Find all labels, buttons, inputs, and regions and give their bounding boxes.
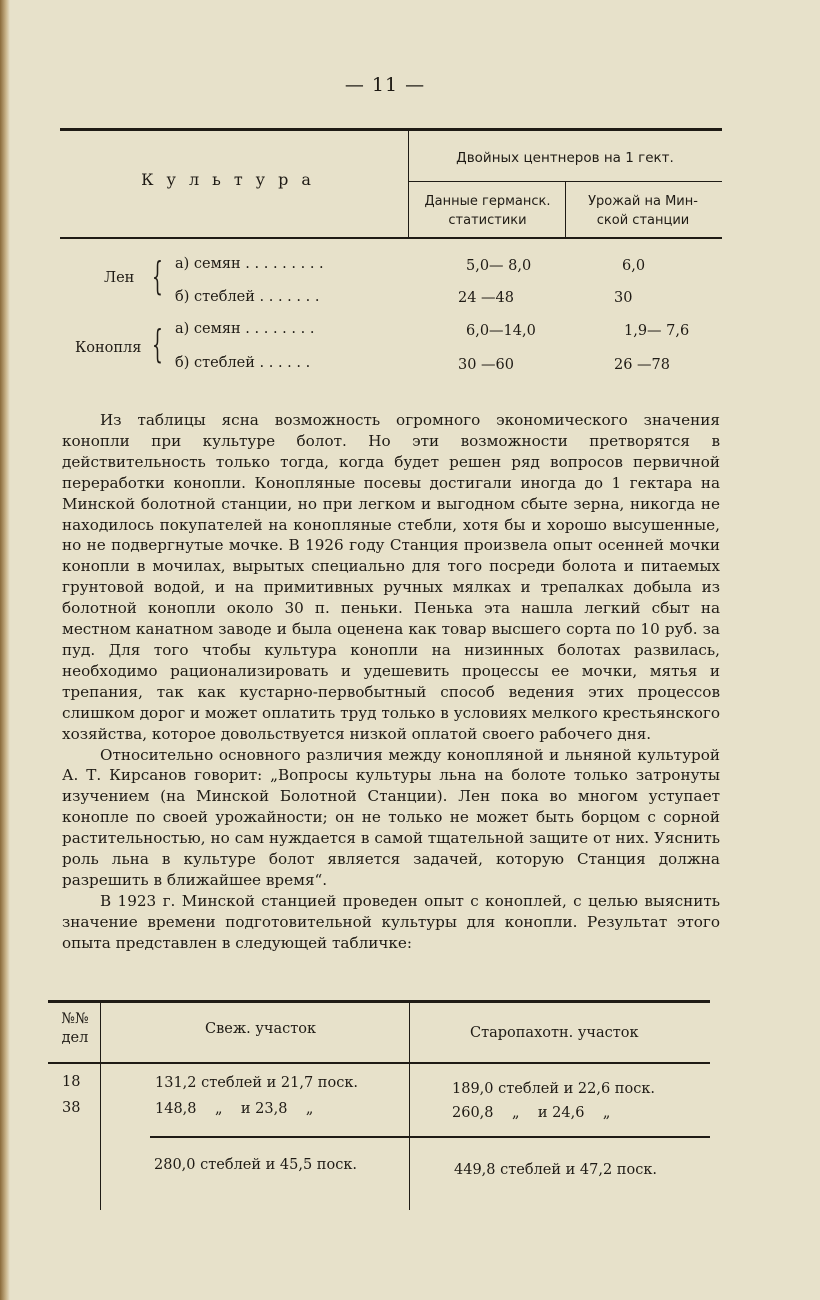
old-plot-total: 449,8 стеблей и 47,2 поск. bbox=[454, 1162, 657, 1178]
paragraph: Из таблицы ясна возможность огромного экономического значения конопли при культуре болот. Но эти возможности претворятся в действительность только тогда, когда будет решен ряд вопросов первичной переработки конопли. Конопляные посевы достигали иногда до 1 гектара на Минской болотной станции, но при легком и выгодном сбыте зерна, никогда не находилось покупателей на конопляные стебли, хотя бы и хорошо высушенные, но не подвергнутые мочке. В 1926 году Станция произвела опыт осенней мочки конопли в мочилах, вырытых специально для того посреди болота и питаемых грунтовой водой, и на примитивных ручных мялках и трепалках добыла из болотной конопли около 30 п. пеньки. Пенька эта нашла легкий сбыт на местном канатном заводе и была оценена как товар высшего сорта по 10 руб. за пуд. Для того чтобы культура конопли на низинных болотах развилась, необходимо рационализировать и удешевить процессы ее мочки, мятья и трепания, так как кустарно-первобытный способ ведения этих процессов слишком дорог и может оплатить труд только в условиях мелкого крестьянского хозяйства, которое довольствуется низкой оплатой своего рабочего дня. bbox=[62, 411, 720, 743]
table1-header-rule bbox=[60, 237, 722, 239]
crop-name-flax: Лен bbox=[104, 270, 135, 286]
paragraph: Относительно основного различия между конопляной и льняной культурой А. Т. Кирсанов говорит: „Вопросы культуры льна на болоте только затронуты изучением (на Минской Болотной Станции). Лен пока во многом уступает конопле по своей урожайности; он не только не может быть борцом с сорной растительностью, но сам нуждается в самой тщательной защите от них. Уяснить роль льна в культуре болот является задачей, которую Станция должна разрешить в ближайшее время“. bbox=[62, 745, 720, 889]
table2-total-rule bbox=[150, 1136, 710, 1138]
german-stats-header: Данные германск. статистики bbox=[424, 194, 551, 228]
minsk-value: 26 —78 bbox=[614, 357, 671, 373]
body-text bbox=[62, 410, 720, 954]
minsk-value: 1,9— 7,6 bbox=[624, 323, 690, 339]
minsk-value: 6,0 bbox=[622, 258, 646, 274]
german-value: 6,0—14,0 bbox=[466, 323, 536, 339]
book-spine-shadow bbox=[0, 0, 10, 1300]
dela-number-header: №№ дел bbox=[61, 1011, 89, 1046]
fresh-plot-value: 131,2 стеблей и 21,7 поск. bbox=[155, 1075, 358, 1091]
table2-top-rule bbox=[48, 1000, 710, 1003]
paragraph: В 1923 г. Минской станцией проведен опыт с коноплей, с целью выяснить значение времени подготовительной культуры для конопли. Результат этого опыта представлен в следующей табличке: bbox=[62, 891, 720, 952]
fresh-plot-header: Свеж. участок bbox=[205, 1021, 317, 1037]
fresh-plot-total: 280,0 стеблей и 45,5 поск. bbox=[154, 1157, 357, 1173]
dela-number: 18 bbox=[62, 1074, 81, 1090]
minsk-station-header: Урожай на Мин- ской станции bbox=[588, 194, 698, 228]
row-label: б) стеблей . . . . . . bbox=[175, 355, 311, 371]
dela-number: 38 bbox=[62, 1100, 81, 1116]
crop-name-hemp: Конопля bbox=[75, 340, 142, 356]
row-label: б) стеблей . . . . . . . bbox=[175, 289, 320, 305]
old-plot-value: 189,0 стеблей и 22,6 поск. bbox=[452, 1081, 655, 1097]
german-value: 5,0— 8,0 bbox=[466, 258, 532, 274]
table2-col-divider-2 bbox=[409, 1003, 410, 1210]
culture-column-header: Культура bbox=[141, 170, 324, 189]
row-label: а) семян . . . . . . . . . bbox=[175, 256, 324, 272]
table2-col-divider-1 bbox=[100, 1003, 101, 1210]
brace-flax: { bbox=[152, 254, 163, 298]
table1-col-divider bbox=[565, 182, 566, 238]
fresh-plot-value: 148,8 „ и 23,8 „ bbox=[155, 1101, 314, 1117]
page-number: — 11 — bbox=[344, 74, 426, 96]
german-value: 30 —60 bbox=[458, 357, 515, 373]
table1-vertical-divider bbox=[408, 131, 409, 238]
old-plot-header: Старопахотн. участок bbox=[470, 1025, 639, 1041]
row-label: а) семян . . . . . . . . bbox=[175, 321, 315, 337]
minsk-value: 30 bbox=[614, 290, 633, 306]
yield-group-header: Двойных центнеров на 1 гект. bbox=[456, 150, 674, 166]
old-plot-value: 260,8 „ и 24,6 „ bbox=[452, 1105, 611, 1121]
german-value: 24 —48 bbox=[458, 290, 515, 306]
brace-hemp: { bbox=[152, 322, 163, 366]
table1-top-rule bbox=[60, 128, 722, 131]
table2-header-rule bbox=[48, 1062, 710, 1064]
